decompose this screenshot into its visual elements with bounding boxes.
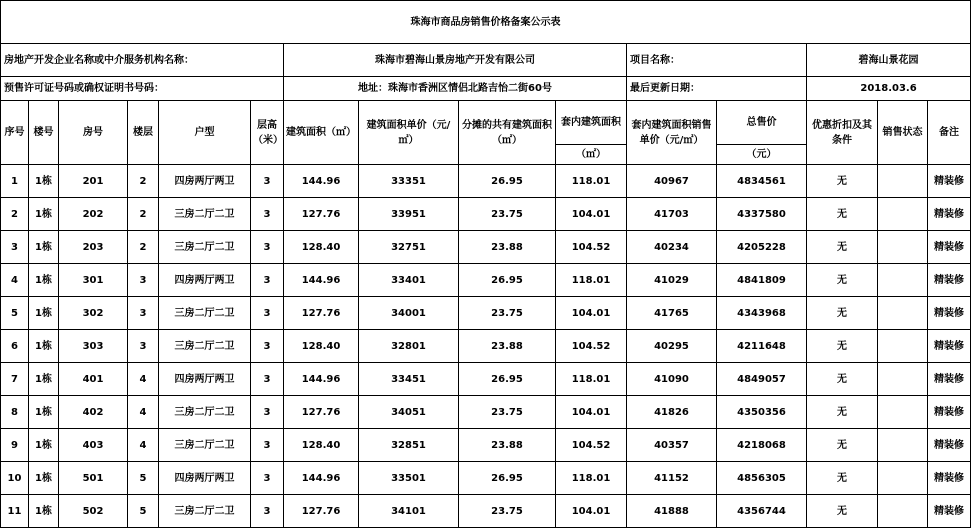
cell-floor: 3 (128, 297, 159, 330)
cell-inner-area: 118.01 (556, 165, 627, 198)
cell-height: 3 (251, 495, 284, 528)
cell-discount: 无 (807, 462, 878, 495)
header-row (1, 101, 971, 145)
cell-status (878, 462, 928, 495)
cell-area: 127.76 (284, 396, 359, 429)
cell-inner-area: 104.01 (556, 396, 627, 429)
cell-layout: 四房两厅两卫 (159, 363, 251, 396)
cell-seq: 8 (1, 396, 29, 429)
address: 地址：珠海市香洲区情侣北路吉怡二街60号 (284, 77, 627, 101)
cell-floor: 4 (128, 429, 159, 462)
info-row-developer (1, 44, 971, 77)
cell-area-price: 34051 (359, 396, 459, 429)
cell-unit: 502 (59, 495, 128, 528)
cell-area-price: 33351 (359, 165, 459, 198)
cell-discount: 无 (807, 264, 878, 297)
cell-unit: 303 (59, 330, 128, 363)
cell-shared-area: 26.95 (459, 462, 556, 495)
cell-discount: 无 (807, 231, 878, 264)
cell-unit: 302 (59, 297, 128, 330)
cell-note: 精装修 (928, 165, 971, 198)
cell-height: 3 (251, 198, 284, 231)
header-discount: 优惠折扣及其条件 (807, 101, 878, 165)
cell-inner-area: 118.01 (556, 363, 627, 396)
cell-total: 4218068 (717, 429, 807, 462)
header-area: 建筑面积（㎡） (284, 101, 359, 165)
cell-inner-price: 41152 (627, 462, 717, 495)
table-row (1, 429, 971, 462)
cell-discount: 无 (807, 198, 878, 231)
cell-floor: 4 (128, 396, 159, 429)
cell-total: 4343968 (717, 297, 807, 330)
cell-building: 1栋 (29, 429, 59, 462)
cell-building: 1栋 (29, 396, 59, 429)
project-label: 项目名称： (627, 44, 807, 77)
cell-inner-price: 41703 (627, 198, 717, 231)
cell-discount: 无 (807, 429, 878, 462)
header-inner-area: 套内建筑面积 (556, 101, 627, 145)
header-seq: 序号 (1, 101, 29, 165)
cell-total: 4211648 (717, 330, 807, 363)
cell-layout: 四房两厅两卫 (159, 264, 251, 297)
cell-inner-area: 104.01 (556, 495, 627, 528)
table-row (1, 297, 971, 330)
cell-note: 精装修 (928, 396, 971, 429)
cell-total: 4337580 (717, 198, 807, 231)
cell-shared-area: 23.88 (459, 330, 556, 363)
cell-unit: 501 (59, 462, 128, 495)
cell-unit: 301 (59, 264, 128, 297)
cell-layout: 三房二厅二卫 (159, 495, 251, 528)
cell-total: 4849057 (717, 363, 807, 396)
cell-area-price: 34101 (359, 495, 459, 528)
cell-inner-price: 40295 (627, 330, 717, 363)
cell-total: 4856305 (717, 462, 807, 495)
cell-status (878, 396, 928, 429)
cell-seq: 6 (1, 330, 29, 363)
table-row (1, 462, 971, 495)
cell-building: 1栋 (29, 363, 59, 396)
table-row (1, 396, 971, 429)
cell-unit: 402 (59, 396, 128, 429)
cell-total: 4350356 (717, 396, 807, 429)
cell-inner-area: 104.01 (556, 297, 627, 330)
cell-inner-area: 104.52 (556, 330, 627, 363)
cell-discount: 无 (807, 297, 878, 330)
cell-inner-price: 41888 (627, 495, 717, 528)
cell-building: 1栋 (29, 264, 59, 297)
cell-layout: 三房二厅二卫 (159, 297, 251, 330)
cell-area: 127.76 (284, 495, 359, 528)
cell-inner-price: 41765 (627, 297, 717, 330)
cell-status (878, 198, 928, 231)
cell-status (878, 165, 928, 198)
cell-note: 精装修 (928, 330, 971, 363)
cell-layout: 三房二厅二卫 (159, 198, 251, 231)
cell-height: 3 (251, 429, 284, 462)
cell-floor: 2 (128, 165, 159, 198)
cell-note: 精装修 (928, 264, 971, 297)
cell-shared-area: 23.75 (459, 297, 556, 330)
header-note: 备注 (928, 101, 971, 165)
cell-layout: 三房二厅二卫 (159, 429, 251, 462)
table-row (1, 165, 971, 198)
cell-seq: 3 (1, 231, 29, 264)
cell-status (878, 330, 928, 363)
cell-layout: 三房二厅二卫 (159, 330, 251, 363)
cell-shared-area: 23.75 (459, 495, 556, 528)
cell-floor: 2 (128, 231, 159, 264)
cell-shared-area: 23.75 (459, 396, 556, 429)
table-row (1, 198, 971, 231)
cell-status (878, 231, 928, 264)
cell-height: 3 (251, 363, 284, 396)
cell-inner-area: 104.52 (556, 231, 627, 264)
cell-floor: 5 (128, 495, 159, 528)
header-inner-area-unit: （㎡） (556, 145, 627, 165)
cell-unit: 203 (59, 231, 128, 264)
cell-seq: 1 (1, 165, 29, 198)
cell-unit: 403 (59, 429, 128, 462)
cell-shared-area: 26.95 (459, 165, 556, 198)
cell-building: 1栋 (29, 165, 59, 198)
cell-area-price: 32851 (359, 429, 459, 462)
cell-height: 3 (251, 330, 284, 363)
header-height: 层高（米） (251, 101, 284, 165)
cell-note: 精装修 (928, 198, 971, 231)
cell-area-price: 33951 (359, 198, 459, 231)
cell-note: 精装修 (928, 495, 971, 528)
cell-layout: 三房二厅二卫 (159, 396, 251, 429)
cell-shared-area: 23.75 (459, 198, 556, 231)
header-inner-price: 套内建筑面积销售单价（元/㎡） (627, 101, 717, 165)
cell-area-price: 33401 (359, 264, 459, 297)
cell-area: 144.96 (284, 264, 359, 297)
cell-area: 128.40 (284, 429, 359, 462)
cell-area-price: 32751 (359, 231, 459, 264)
cell-status (878, 297, 928, 330)
cell-inner-price: 41029 (627, 264, 717, 297)
cell-note: 精装修 (928, 363, 971, 396)
cell-discount: 无 (807, 165, 878, 198)
info-row-permit (1, 77, 971, 101)
cell-discount: 无 (807, 495, 878, 528)
cell-building: 1栋 (29, 231, 59, 264)
header-building: 楼号 (29, 101, 59, 165)
cell-height: 3 (251, 396, 284, 429)
cell-area: 144.96 (284, 462, 359, 495)
cell-layout: 四房两厅两卫 (159, 462, 251, 495)
cell-area-price: 34001 (359, 297, 459, 330)
cell-height: 3 (251, 264, 284, 297)
cell-total: 4205228 (717, 231, 807, 264)
cell-seq: 5 (1, 297, 29, 330)
table-row (1, 363, 971, 396)
cell-inner-area: 118.01 (556, 264, 627, 297)
table-row (1, 264, 971, 297)
cell-building: 1栋 (29, 495, 59, 528)
table-row (1, 330, 971, 363)
cell-discount: 无 (807, 363, 878, 396)
cell-area-price: 32801 (359, 330, 459, 363)
cell-height: 3 (251, 462, 284, 495)
cell-note: 精装修 (928, 297, 971, 330)
header-floor: 楼层 (128, 101, 159, 165)
cell-unit: 202 (59, 198, 128, 231)
cell-total: 4356744 (717, 495, 807, 528)
header-total-unit: （元） (717, 145, 807, 165)
cell-total: 4841809 (717, 264, 807, 297)
cell-floor: 3 (128, 264, 159, 297)
cell-note: 精装修 (928, 429, 971, 462)
cell-building: 1栋 (29, 297, 59, 330)
cell-area: 127.76 (284, 297, 359, 330)
cell-seq: 7 (1, 363, 29, 396)
cell-inner-area: 118.01 (556, 462, 627, 495)
updated-label: 最后更新日期： (627, 77, 807, 101)
cell-area: 127.76 (284, 198, 359, 231)
cell-unit: 201 (59, 165, 128, 198)
cell-height: 3 (251, 165, 284, 198)
cell-height: 3 (251, 297, 284, 330)
cell-building: 1栋 (29, 330, 59, 363)
cell-floor: 3 (128, 330, 159, 363)
header-area-price: 建筑面积单价（元/㎡） (359, 101, 459, 165)
cell-inner-price: 40234 (627, 231, 717, 264)
cell-shared-area: 26.95 (459, 264, 556, 297)
cell-inner-price: 40967 (627, 165, 717, 198)
header-layout: 户型 (159, 101, 251, 165)
cell-seq: 10 (1, 462, 29, 495)
header-unit: 房号 (59, 101, 128, 165)
header-total: 总售价 (717, 101, 807, 145)
developer-label: 房地产开发企业名称或中介服务机构名称： (1, 44, 284, 77)
header-status: 销售状态 (878, 101, 928, 165)
cell-discount: 无 (807, 330, 878, 363)
cell-area: 144.96 (284, 165, 359, 198)
cell-floor: 4 (128, 363, 159, 396)
cell-discount: 无 (807, 396, 878, 429)
cell-shared-area: 23.88 (459, 231, 556, 264)
project-value: 碧海山景花园 (807, 44, 971, 77)
cell-note: 精装修 (928, 231, 971, 264)
cell-seq: 2 (1, 198, 29, 231)
cell-unit: 401 (59, 363, 128, 396)
cell-seq: 9 (1, 429, 29, 462)
cell-inner-price: 41826 (627, 396, 717, 429)
title-row (1, 1, 971, 44)
cell-layout: 三房二厅二卫 (159, 231, 251, 264)
table-title: 珠海市商品房销售价格备案公示表 (1, 1, 971, 44)
cell-shared-area: 26.95 (459, 363, 556, 396)
cell-inner-price: 41090 (627, 363, 717, 396)
cell-height: 3 (251, 231, 284, 264)
cell-shared-area: 23.88 (459, 429, 556, 462)
cell-inner-area: 104.52 (556, 429, 627, 462)
cell-status (878, 264, 928, 297)
table-row (1, 495, 971, 528)
cell-layout: 四房两厅两卫 (159, 165, 251, 198)
cell-area: 128.40 (284, 330, 359, 363)
cell-building: 1栋 (29, 462, 59, 495)
cell-floor: 2 (128, 198, 159, 231)
cell-seq: 11 (1, 495, 29, 528)
updated-value: 2018.03.6 (807, 77, 971, 101)
cell-status (878, 363, 928, 396)
developer-value: 珠海市碧海山景房地产开发有限公司 (284, 44, 627, 77)
table-row (1, 231, 971, 264)
cell-total: 4834561 (717, 165, 807, 198)
cell-building: 1栋 (29, 198, 59, 231)
table-body (1, 165, 971, 528)
cell-area-price: 33501 (359, 462, 459, 495)
cell-status (878, 429, 928, 462)
cell-inner-area: 104.01 (556, 198, 627, 231)
cell-seq: 4 (1, 264, 29, 297)
cell-status (878, 495, 928, 528)
cell-area: 144.96 (284, 363, 359, 396)
cell-area: 128.40 (284, 231, 359, 264)
header-shared-area: 分摊的共有建筑面积（㎡） (459, 101, 556, 165)
cell-area-price: 33451 (359, 363, 459, 396)
cell-note: 精装修 (928, 462, 971, 495)
permit-label: 预售许可证号码或确权证明书号码： (1, 77, 284, 101)
cell-floor: 5 (128, 462, 159, 495)
cell-inner-price: 40357 (627, 429, 717, 462)
